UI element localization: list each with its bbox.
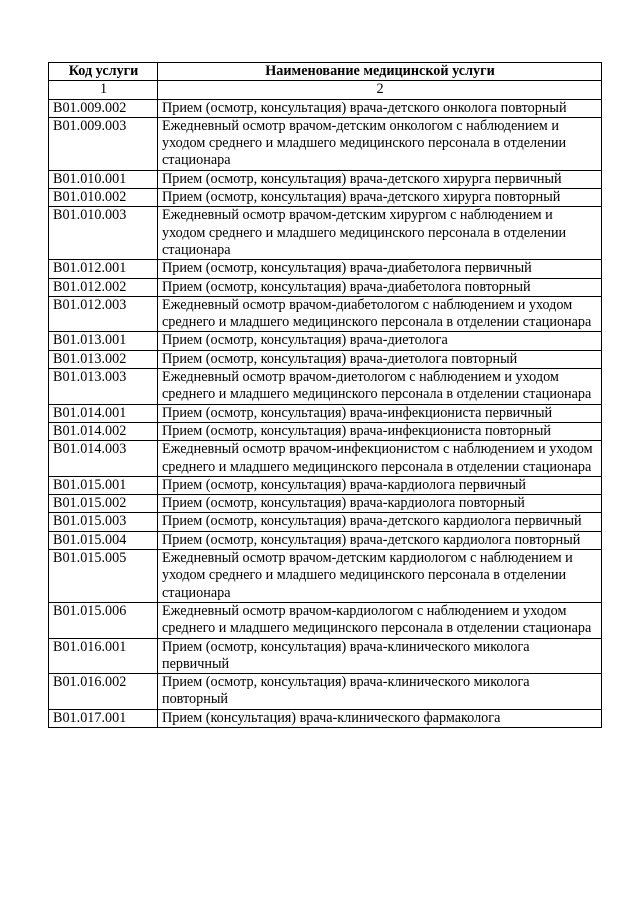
column-number-1: 1	[49, 81, 158, 99]
service-name: Прием (осмотр, консультация) врача-детского кардиолога повторный	[158, 531, 602, 549]
service-code: B01.010.003	[49, 207, 158, 260]
service-name: Прием (консультация) врача-клинического фармаколога	[158, 709, 602, 727]
service-code: B01.009.003	[49, 117, 158, 170]
service-name: Прием (осмотр, консультация) врача-инфекциониста первичный	[158, 404, 602, 422]
service-code: B01.015.003	[49, 513, 158, 531]
table-row	[49, 550, 602, 603]
table-row	[49, 513, 602, 531]
service-code: B01.016.001	[49, 638, 158, 674]
table-row	[49, 404, 602, 422]
service-code: B01.015.002	[49, 495, 158, 513]
table-row	[49, 602, 602, 638]
table-row	[49, 170, 602, 188]
service-name: Ежедневный осмотр врачом-диетологом с наблюдением и уходом среднего и младшего медицинского персонала в отделении стационара	[158, 369, 602, 405]
service-code: B01.015.004	[49, 531, 158, 549]
table-row	[49, 476, 602, 494]
service-name: Ежедневный осмотр врачом-детским кардиологом с наблюдением и уходом среднего и младшего медицинского персонала в отделении стационара	[158, 550, 602, 603]
service-code: B01.014.003	[49, 441, 158, 477]
service-name: Прием (осмотр, консультация) врача-диабетолога первичный	[158, 260, 602, 278]
service-name: Прием (осмотр, консультация) врача-клинического миколога повторный	[158, 674, 602, 710]
header-row	[49, 63, 602, 81]
service-name: Прием (осмотр, консультация) врача-диабетолога повторный	[158, 278, 602, 296]
table-row	[49, 674, 602, 710]
service-name: Прием (осмотр, консультация) врача-детского хирурга повторный	[158, 189, 602, 207]
service-code: B01.012.001	[49, 260, 158, 278]
service-code: B01.014.002	[49, 422, 158, 440]
service-name: Прием (осмотр, консультация) врача-диетолога	[158, 332, 602, 350]
service-name: Ежедневный осмотр врачом-диабетологом с наблюдением и уходом среднего и младшего медицинского персонала в отделении стационара	[158, 296, 602, 332]
service-code: B01.015.001	[49, 476, 158, 494]
table-row	[49, 350, 602, 368]
column-number-2: 2	[158, 81, 602, 99]
service-name: Прием (осмотр, консультация) врача-кардиолога первичный	[158, 476, 602, 494]
service-code: B01.013.003	[49, 369, 158, 405]
table-row	[49, 260, 602, 278]
table-row	[49, 117, 602, 170]
service-name: Прием (осмотр, консультация) врача-кардиолога повторный	[158, 495, 602, 513]
service-code: B01.016.002	[49, 674, 158, 710]
table-row	[49, 99, 602, 117]
table-row	[49, 531, 602, 549]
table-row	[49, 296, 602, 332]
service-code: B01.013.001	[49, 332, 158, 350]
table-row	[49, 369, 602, 405]
service-code: B01.012.003	[49, 296, 158, 332]
table-row	[49, 638, 602, 674]
service-code: B01.010.002	[49, 189, 158, 207]
service-name: Прием (осмотр, консультация) врача-клинического миколога первичный	[158, 638, 602, 674]
header-code: Код услуги	[49, 63, 158, 81]
table-row	[49, 189, 602, 207]
service-code: B01.010.001	[49, 170, 158, 188]
header-name: Наименование медицинской услуги	[158, 63, 602, 81]
service-name: Ежедневный осмотр врачом-инфекционистом с наблюдением и уходом среднего и младшего медицинского персонала в отделении стационара	[158, 441, 602, 477]
table-row	[49, 278, 602, 296]
table-row	[49, 207, 602, 260]
table-row	[49, 441, 602, 477]
service-name: Прием (осмотр, консультация) врача-детского хирурга первичный	[158, 170, 602, 188]
table-row	[49, 495, 602, 513]
table-body	[49, 99, 602, 727]
service-name: Прием (осмотр, консультация) врача-детского онколога повторный	[158, 99, 602, 117]
service-code: B01.009.002	[49, 99, 158, 117]
service-code: B01.015.005	[49, 550, 158, 603]
service-name: Прием (осмотр, консультация) врача-детского кардиолога первичный	[158, 513, 602, 531]
service-code: B01.013.002	[49, 350, 158, 368]
document-page	[48, 62, 601, 728]
service-code: B01.014.001	[49, 404, 158, 422]
service-name: Прием (осмотр, консультация) врача-диетолога повторный	[158, 350, 602, 368]
service-name: Ежедневный осмотр врачом-детским хирургом с наблюдением и уходом среднего и младшего медицинского персонала в отделении стационара	[158, 207, 602, 260]
service-code: B01.015.006	[49, 602, 158, 638]
service-name: Ежедневный осмотр врачом-кардиологом с наблюдением и уходом среднего и младшего медицинского персонала в отделении стационара	[158, 602, 602, 638]
service-code: B01.012.002	[49, 278, 158, 296]
service-code: B01.017.001	[49, 709, 158, 727]
table-row	[49, 332, 602, 350]
table-row	[49, 709, 602, 727]
table-row	[49, 422, 602, 440]
services-table	[48, 62, 602, 728]
service-name: Прием (осмотр, консультация) врача-инфекциониста повторный	[158, 422, 602, 440]
service-name: Ежедневный осмотр врачом-детским онкологом с наблюдением и уходом среднего и младшего медицинского персонала в отделении стационара	[158, 117, 602, 170]
column-number-row	[49, 81, 602, 99]
